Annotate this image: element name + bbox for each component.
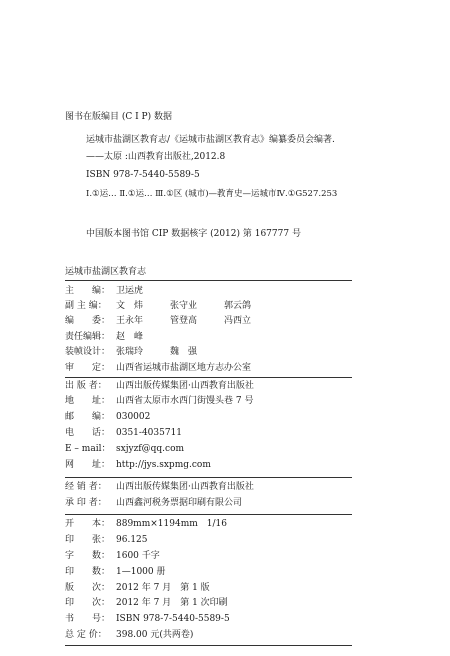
spec-label: 印 张： xyxy=(65,535,111,545)
spec-label: 字 数： xyxy=(65,551,111,561)
divider-distribution xyxy=(65,514,352,515)
spec-value: ISBN 978-7-5440-5589-5 xyxy=(116,614,230,624)
distribution-value: 山西出版传媒集团·山西教育出版社 xyxy=(116,482,254,492)
editor-label: 主 编： xyxy=(65,286,111,296)
spec-value: 96.125 xyxy=(116,535,148,545)
cip-publisher-line: ——太原 :山西教育出版社,2012.8 xyxy=(86,152,226,162)
divider-bottom xyxy=(65,645,352,646)
divider-publisher xyxy=(65,477,352,478)
spec-label: 印 次： xyxy=(65,598,111,608)
cip-title-line: 运城市盐湖区教育志/《运城市盐湖区教育志》编纂委员会编著. xyxy=(86,135,335,145)
divider-editors xyxy=(65,377,352,378)
publisher-label: 出 版 者： xyxy=(65,381,107,391)
publisher-value: http://jys.sxpmg.com xyxy=(116,460,211,470)
cip-heading: 图书在版编目 (C I P) 数据 xyxy=(65,112,172,122)
editor-value: 山西省运城市盐湖区地方志办公室 xyxy=(116,363,252,373)
divider-top xyxy=(65,280,352,281)
publisher-value: sxjyzf@qq.com xyxy=(116,444,185,454)
spec-value: 1600 千字 xyxy=(116,551,160,561)
publisher-value: 030002 xyxy=(116,412,151,422)
publisher-label: 网 址： xyxy=(65,460,111,470)
publisher-label: 地 址： xyxy=(65,396,111,406)
editor-label: 编 委： xyxy=(65,316,111,326)
editor-label: 装帧设计： xyxy=(65,347,111,357)
editor-label: 审 定： xyxy=(65,363,111,373)
spec-value: 889mm×1194mm 1/16 xyxy=(116,519,227,529)
editor-value: 卫运虎 xyxy=(116,286,144,296)
publisher-value: 山西出版传媒集团·山西教育出版社 xyxy=(116,381,254,391)
editor-label: 责任编辑： xyxy=(65,332,111,342)
spec-label: 开 本： xyxy=(65,519,111,529)
distribution-value: 山西鑫河税务票据印刷有限公司 xyxy=(116,498,243,508)
cip-classification: Ⅰ.①运… Ⅱ.①运… Ⅲ.①区 (城市)—教育史—运城市Ⅳ.①G527.253 xyxy=(86,189,338,199)
publisher-value: 山西省太原市水西门街馒头巷 7 号 xyxy=(116,396,254,406)
spec-value: 2012 年 7 月 第 1 版 xyxy=(116,583,210,593)
distribution-label: 经 销 者： xyxy=(65,482,107,492)
spec-label: 版 次： xyxy=(65,583,111,593)
spec-value: 2012 年 7 月 第 1 次印刷 xyxy=(116,598,228,608)
cip-data-number: 中国版本图书馆 CIP 数据核字 (2012) 第 167777 号 xyxy=(86,229,301,239)
distribution-label: 承 印 者： xyxy=(65,498,107,508)
spec-value: 1—1000 册 xyxy=(116,567,166,577)
editor-value: 赵 峰 xyxy=(116,332,144,342)
editor-value: 文 炜 张守业 郭云鸽 xyxy=(116,301,252,311)
spec-label: 印 数： xyxy=(65,567,111,577)
book-title: 运城市盐湖区教育志 xyxy=(65,267,147,277)
publisher-label: 电 话： xyxy=(65,428,111,438)
editor-label: 副 主 编： xyxy=(65,301,107,311)
editor-value: 张瑞玲 魏 强 xyxy=(116,347,198,357)
cip-isbn: ISBN 978-7-5440-5589-5 xyxy=(86,170,200,180)
editor-value: 王永年 管登高 冯西立 xyxy=(116,316,252,326)
publisher-value: 0351-4035711 xyxy=(116,428,183,438)
publisher-label: 邮 编： xyxy=(65,412,111,422)
spec-value: 398.00 元(共两卷) xyxy=(116,630,194,640)
spec-label: 总 定 价： xyxy=(65,630,107,640)
publisher-label: E – mail： xyxy=(65,444,111,454)
spec-label: 书 号： xyxy=(65,614,111,624)
